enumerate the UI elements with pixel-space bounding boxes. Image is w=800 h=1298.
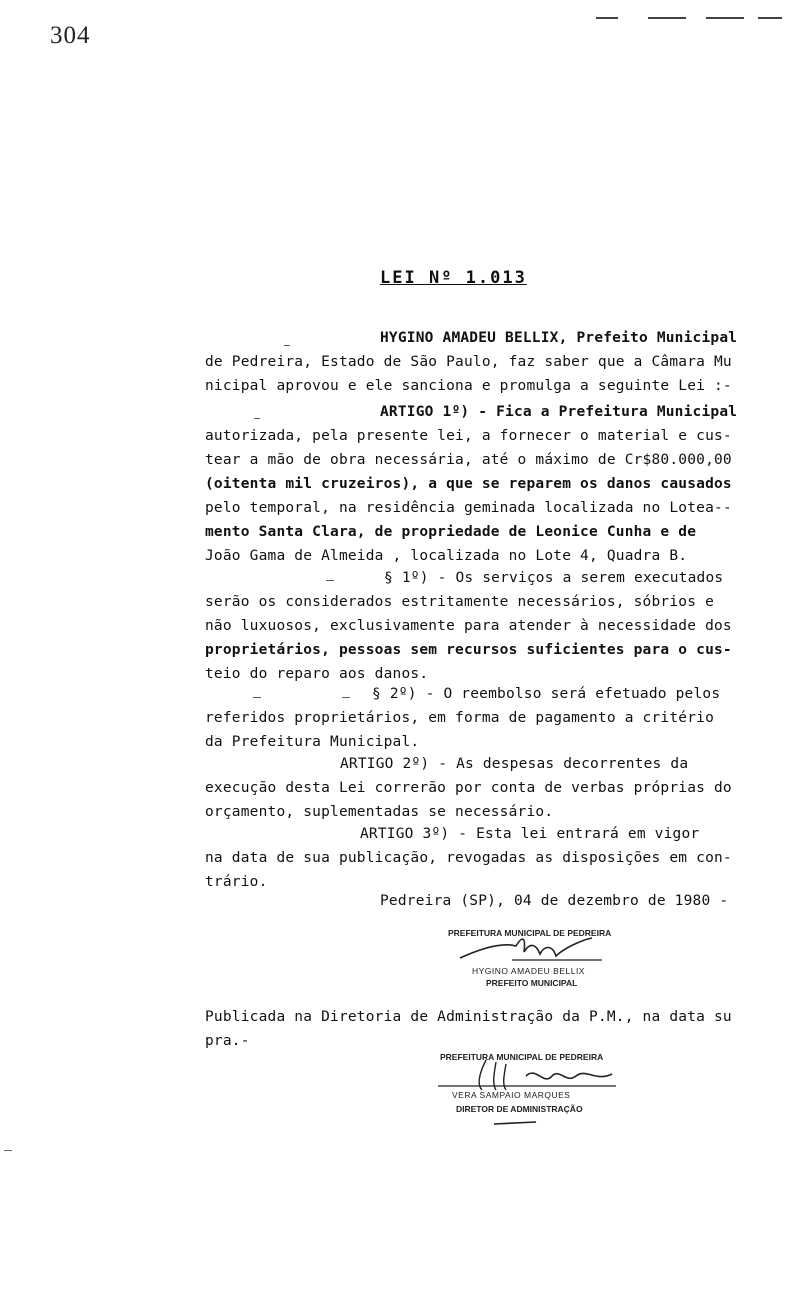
margin-mark [342, 697, 350, 698]
text-line: pelo temporal, na residência geminada localizada no Lotea-- [205, 500, 732, 516]
margin-mark [4, 1150, 12, 1151]
text-line: ARTIGO 2º) - As despesas decorrentes da [340, 756, 689, 772]
page-number: 304 [50, 22, 91, 49]
stamp-header: PREFEITURA MUNICIPAL DE PEDREIRA [448, 928, 612, 938]
text-line: proprietários, pessoas sem recursos suficientes para o cus- [205, 642, 732, 658]
text-line: Publicada na Diretoria de Administração da P.M., na data su [205, 1009, 732, 1025]
text-line: trário. [205, 874, 268, 890]
margin-mark [284, 345, 290, 346]
stamp-role: PREFEITO MUNICIPAL [486, 978, 578, 988]
text-line: ARTIGO 3º) - Esta lei entrará em vigor [360, 826, 700, 842]
text-line: João Gama de Almeida , localizada no Lote 4, Quadra B. [205, 548, 688, 564]
margin-mark [326, 580, 334, 581]
top-rule [648, 17, 686, 19]
text-line: § 2º) - O reembolso será efetuado pelos [372, 686, 721, 702]
text-line: não luxuosos, exclusivamente para atender à necessidade dos [205, 618, 732, 634]
stamp-name: VERA SAMPAIO MARQUES [452, 1090, 571, 1100]
text-line: mento Santa Clara, de propriedade de Leonice Cunha e de [205, 524, 697, 540]
top-rule [596, 17, 618, 19]
stamp-role: DIRETOR DE ADMINISTRAÇÃO [456, 1104, 583, 1114]
mayor-signature [452, 932, 612, 968]
text-line: teio do reparo aos danos. [205, 666, 429, 682]
text-line: referidos proprietários, em forma de pagamento a critério [205, 710, 714, 726]
text-line: tear a mão de obra necessária, até o máximo de Cr$80.000,00 [205, 452, 732, 468]
text-line: nicipal aprovou e ele sanciona e promulga a seguinte Lei :- [205, 378, 732, 394]
top-rule [706, 17, 744, 19]
text-line: da Prefeitura Municipal. [205, 734, 420, 750]
text-line: ARTIGO 1º) - Fica a Prefeitura Municipal [380, 404, 738, 420]
stamp-header: PREFEITURA MUNICIPAL DE PEDREIRA [440, 1052, 604, 1062]
text-line: § 1º) - Os serviços a serem executados [384, 570, 724, 586]
text-line: (oitenta mil cruzeiros), a que se reparem os danos causados [205, 476, 732, 492]
text-line: pra.- [205, 1033, 250, 1049]
margin-mark [253, 697, 261, 698]
text-line: HYGINO AMADEU BELLIX, Prefeito Municipal [380, 330, 738, 346]
text-line: autorizada, pela presente lei, a fornecer o material e cus- [205, 428, 732, 444]
stamp-name: HYGINO AMADEU BELLIX [472, 966, 585, 976]
text-line: de Pedreira, Estado de São Paulo, faz saber que a Câmara Mu [205, 354, 732, 370]
text-line: orçamento, suplementadas se necessário. [205, 804, 554, 820]
text-line: na data de sua publicação, revogadas as disposições em con- [205, 850, 732, 866]
document-title: LEI Nº 1.013 [380, 268, 527, 288]
text-line: execução desta Lei correrão por conta de verbas próprias do [205, 780, 732, 796]
signing-date: Pedreira (SP), 04 de dezembro de 1980 - [380, 893, 729, 909]
margin-mark [254, 418, 260, 419]
text-line: serão os considerados estritamente necessários, sóbrios e [205, 594, 714, 610]
top-rule [758, 17, 782, 19]
